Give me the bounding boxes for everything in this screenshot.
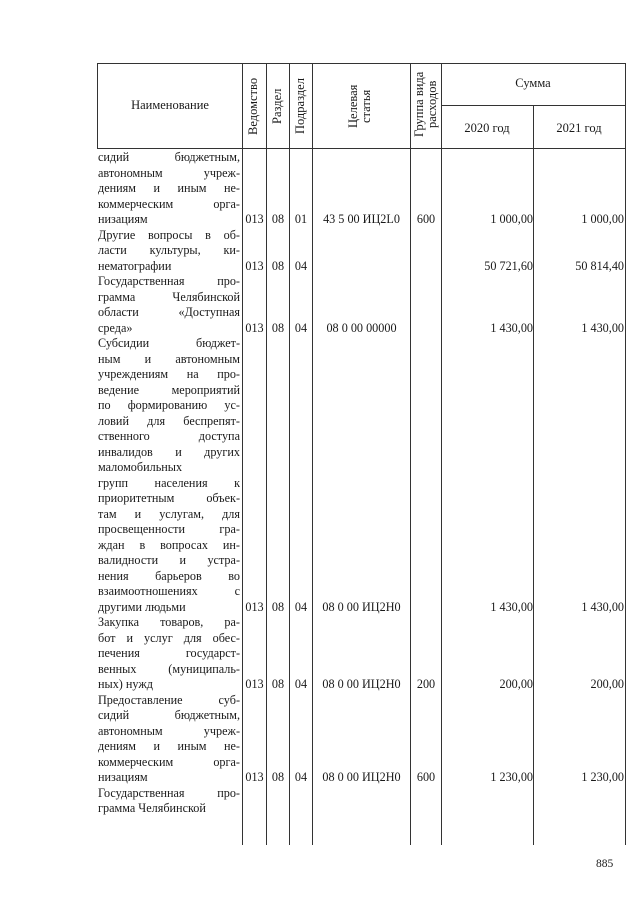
cell-vedomstvo: 013: [245, 770, 264, 784]
row-name-line: венных (муниципаль-: [98, 661, 240, 676]
row-name-line: коммерческим орга-: [98, 754, 240, 769]
row-name: [98, 786, 240, 817]
row-name-line: дениям и иным не-: [98, 739, 240, 753]
cell-podrazdel: 04: [294, 599, 308, 614]
page-number: 885: [596, 858, 614, 870]
row-name-line: учреждениям на про-: [98, 367, 240, 381]
col-divider-gr: [441, 63, 442, 845]
cell-gruppa: 200: [416, 677, 436, 691]
table-right-border: [625, 63, 626, 845]
cell-vedomstvo: 013: [245, 677, 264, 691]
row-name-line: групп населения к: [98, 475, 240, 490]
row-name-line: просвещенности гра-: [98, 522, 240, 536]
row-name-line: Закупка товаров, ра-: [98, 615, 240, 629]
row-name: [98, 228, 240, 275]
table-top-border: [97, 63, 625, 64]
header-gruppa-line1: Группа вида: [412, 71, 426, 137]
row-name-line: коммерческим орга-: [98, 196, 240, 211]
cell-summa-2020: 1 430,00: [490, 320, 533, 335]
row-name-line: автономным учреж-: [98, 723, 240, 738]
cell-podrazdel: 04: [294, 770, 308, 784]
header-gruppa-line2: расходов: [425, 80, 439, 128]
row-name: [98, 693, 240, 786]
cell-summa-2020: 1 000,00: [490, 212, 533, 226]
header-celevaya-line1: Целевая: [346, 84, 360, 128]
cell-summa-2020: 1 430,00: [490, 599, 533, 614]
row-name-line: сидий бюджетным,: [98, 150, 240, 164]
cell-summa-2021: 1 230,00: [581, 770, 624, 784]
cell-summa-2021: 1 000,00: [581, 212, 624, 226]
cell-podrazdel: 04: [294, 258, 308, 273]
row-name-line: ственного доступа: [98, 429, 240, 443]
cell-vedomstvo: 013: [245, 599, 264, 614]
row-name: [98, 274, 240, 336]
header-summa: Сумма: [515, 76, 551, 90]
cell-podrazdel: 04: [294, 320, 308, 335]
cell-vedomstvo: 013: [245, 258, 264, 273]
col-divider-pod: [312, 63, 313, 845]
header-name: Наименование: [131, 98, 209, 112]
row-name-line: валидности и устра-: [98, 553, 240, 567]
header-celevaya-line2: статья: [359, 89, 373, 123]
row-name-line: ловий для беспрепят-: [98, 413, 240, 428]
cell-summa-2020: 1 230,00: [490, 770, 533, 784]
row-name-line: Предоставление суб-: [98, 692, 240, 707]
row-name-line: ласти культуры, ки-: [98, 243, 240, 257]
cell-celevaya-statya: 08 0 00 00000: [326, 320, 397, 335]
row-name-line: бот и услуг для обес-: [98, 630, 240, 645]
cell-gruppa: 600: [416, 770, 436, 784]
row-name-line: грамма Челябинской: [98, 289, 240, 304]
cell-razdel: 08: [271, 599, 285, 614]
cell-razdel: 08: [271, 320, 285, 335]
row-name-line: взаимоотношениях с: [98, 584, 240, 598]
cell-razdel: 08: [271, 770, 285, 784]
header-gruppa: [413, 64, 439, 144]
row-name-line: ных) нужд: [98, 677, 153, 691]
cell-vedomstvo: 013: [245, 320, 264, 335]
row-name-line: инвалидов и других: [98, 444, 240, 459]
row-name-line: Государственная про-: [98, 274, 240, 288]
row-name-line: Субсидии бюджет-: [98, 336, 240, 350]
col-divider-cs: [410, 63, 411, 845]
header-2020: 2020 год: [464, 121, 510, 135]
col-divider-raz: [289, 63, 290, 845]
cell-razdel: 08: [271, 258, 285, 273]
row-name-line: там и услугам, для: [98, 506, 240, 521]
row-name-line: автономным учреж-: [98, 165, 240, 180]
row-name-line: ным и автономным: [98, 351, 240, 366]
row-name-line: грамма Челябинской: [98, 801, 206, 815]
cell-summa-2020: 200,00: [499, 677, 533, 691]
row-name-line: сидий бюджетным,: [98, 708, 240, 722]
col-divider-ved: [266, 63, 267, 845]
row-name-line: дениям и иным не-: [98, 181, 240, 195]
row-name-line: приоритетным объек-: [98, 491, 240, 505]
row-name-line: низациям: [98, 212, 148, 226]
header-podrazdel: Подраздел: [293, 78, 307, 134]
row-name: [98, 615, 240, 693]
header-vedomstvo: Ведомство: [246, 77, 260, 135]
row-name-line: низациям: [98, 770, 148, 784]
row-name-line: ждан в вопросах ин-: [98, 537, 240, 552]
cell-summa-2021: 1 430,00: [581, 320, 624, 335]
cell-summa-2020: 50 721,60: [484, 258, 533, 273]
col-divider-name: [242, 63, 243, 845]
cell-summa-2021: 200,00: [590, 677, 624, 691]
row-name-line: области «Доступная: [98, 305, 240, 319]
cell-celevaya-statya: 08 0 00 ИЦ2Н0: [322, 599, 401, 614]
row-name-line: ведение мероприятий: [98, 382, 240, 397]
header-2021: 2021 год: [556, 121, 602, 135]
header-razdel: Раздел: [270, 88, 284, 124]
cell-celevaya-statya: 08 0 00 ИЦ2Н0: [322, 677, 401, 691]
cell-summa-2021: 1 430,00: [581, 599, 624, 614]
cell-celevaya-statya: 43 5 00 ИЦ2L0: [323, 212, 400, 226]
row-name-line: нения барьеров во: [98, 568, 240, 583]
row-name-line: маломобильных: [98, 460, 183, 474]
row-name-line: по формированию ус-: [98, 398, 240, 412]
row-name-line: нематографии: [98, 258, 172, 273]
cell-razdel: 08: [271, 212, 285, 226]
row-name-line: другими людьми: [98, 599, 186, 614]
row-name-line: Государственная про-: [98, 785, 240, 800]
cell-podrazdel: 04: [294, 677, 308, 691]
header-bottom-border: [97, 148, 625, 149]
cell-podrazdel: 01: [294, 212, 308, 226]
row-name-line: печения государст-: [98, 646, 240, 660]
header-celevaya: [347, 68, 373, 144]
cell-summa-2021: 50 814,40: [575, 258, 624, 273]
cell-celevaya-statya: 08 0 00 ИЦ2Н0: [322, 770, 401, 784]
row-name-line: Другие вопросы в об-: [98, 227, 240, 242]
cell-vedomstvo: 013: [245, 212, 264, 226]
row-name: [98, 150, 240, 228]
row-name-line: среда»: [98, 320, 133, 335]
cell-razdel: 08: [271, 677, 285, 691]
row-name: [98, 336, 240, 615]
cell-gruppa: 600: [416, 212, 436, 226]
